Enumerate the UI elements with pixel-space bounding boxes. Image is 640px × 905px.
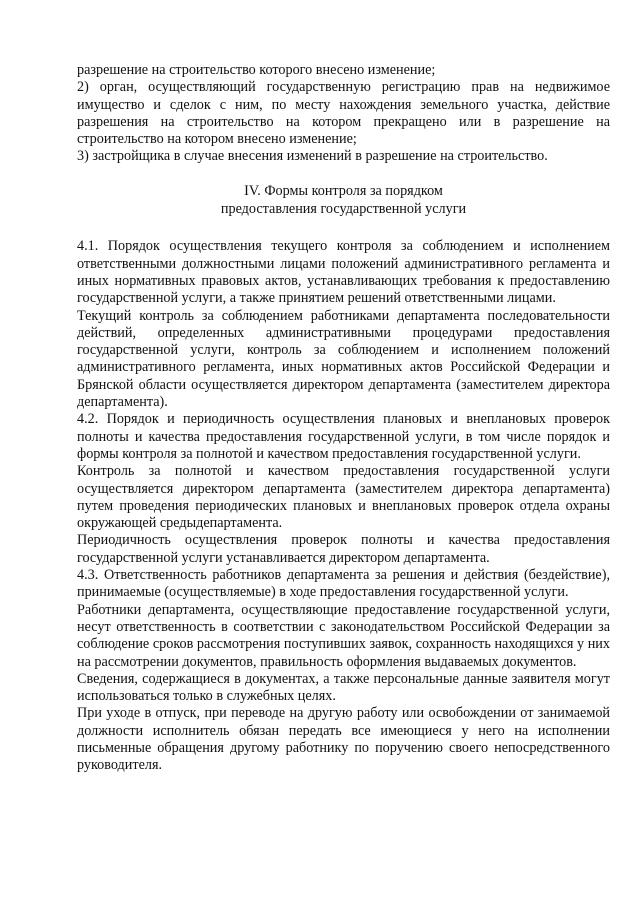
paragraph: 4.1. Порядок осуществления текущего контроля за соблюдением и исполнением ответственными должностными лицами положений административного регламента и иных нормативных правовых актов, устанавливающих требования к предоставлению государственной услуги, а также принятием решений ответственными лицами.	[77, 238, 610, 307]
paragraph: Работники департамента, осуществляющие предоставление государственной услуги, несут ответственность в соответствии с законодательством Российской Федерации за соблюдение сроков рассмотрения поступивших заявок, сохранность находящихся у них на рассмотрении документов, правильность оформления выдаваемых документов.	[77, 601, 610, 670]
paragraph: 2) орган, осуществляющий государственную регистрацию прав на недвижимое имущество и сделок с ним, по месту нахождения земельного участка, действие разрешения на строительство на котором прекращено или в разрешение на строительство на котором внесено изменение;	[77, 79, 610, 148]
section-heading	[77, 183, 610, 219]
paragraph: разрешение на строительство которого внесено изменение;	[77, 62, 436, 78]
section-heading-line: IV. Формы контроля за порядком	[244, 182, 443, 199]
paragraph: Периодичность осуществления проверок полноты и качества предоставления государственной услуги устанавливается директором департамента.	[77, 532, 610, 566]
paragraph: Текущий контроль за соблюдением работниками департамента последовательности действий, определенных административными процедурами предоставления государственной услуги, контроль за соблюдением и исполнением положений административного регламента, иных нормативных актов Российской Федерации и Брянской области осуществляется директором департамента (заместителем директора департамента).	[77, 307, 610, 411]
paragraph: Сведения, содержащиеся в документах, а также персональные данные заявителя могут использоваться только в служебных целях.	[77, 670, 610, 705]
paragraph: Контроль за полнотой и качеством предоставления государственной услуги осуществляется директором департамента (заместителем директора департамента) путем проведения периодических плановых и внеплановых проверок отдела охраны окружающей средыдепартамента.	[77, 463, 610, 532]
paragraph: 3) застройщика в случае внесения изменений в разрешение на строительство.	[77, 148, 548, 165]
document-page	[77, 62, 610, 775]
section-body	[77, 238, 610, 774]
paragraph: 4.3. Ответственность работников департамента за решения и действия (бездействие), принимаемые (осуществляемые) в ходе предоставления государственной услуги.	[77, 567, 610, 601]
paragraph: 4.2. Порядок и периодичность осуществления плановых и внеплановых проверок полноты и качества предоставления государственной услуги, в том числе порядок и формы контроля за полнотой и качеством предоставления государственной услуги.	[77, 411, 610, 462]
section-heading-line: предоставления государственной услуги	[220, 200, 467, 217]
paragraph: При уходе в отпуск, при переводе на другую работу или освобождении от занимаемой должности исполнитель обязан передать все имеющиеся у него на исполнении письменные обращения другому работнику по поручению своего непосредственного руководителя.	[77, 705, 610, 774]
